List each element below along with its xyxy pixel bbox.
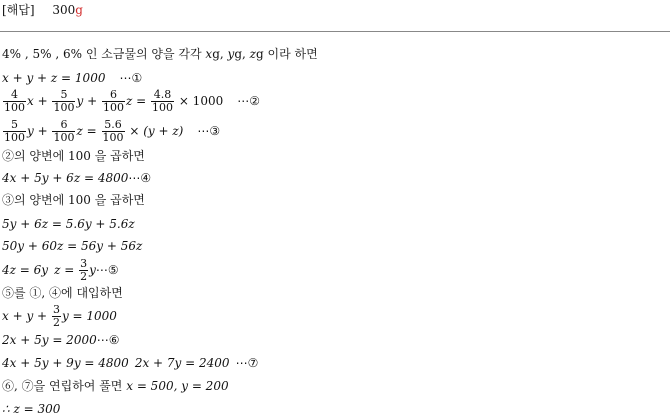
eq7-tag: ⋯⑤ <box>95 263 119 277</box>
answer-label: [해답] <box>2 3 35 17</box>
equation-1 <box>2 70 142 86</box>
equation-7 <box>2 255 119 285</box>
step-3: ⑤를 ①, ④에 대입하면 <box>2 286 123 300</box>
eq2-rest: × 1000 <box>178 94 224 108</box>
eq2-term-3: z = <box>125 94 147 108</box>
step-2: ③의 양변에 100 을 곱하면 <box>2 193 145 207</box>
equation-10 <box>2 355 258 371</box>
eq3-tag: ⋯③ <box>197 124 221 138</box>
final-result: ∴ z = 300 <box>2 402 61 416</box>
eq7-var: y <box>89 263 96 277</box>
eq7-left: 4z = 6y <box>2 263 49 277</box>
answer-value: 300 <box>52 3 76 17</box>
eq2-frac-4: $\frac{4.8}{100}$ <box>151 88 173 114</box>
eq2-frac-1: $\frac{4}{100}$ <box>4 88 25 114</box>
step4-text: ⑥, ⑦을 연립하여 풀면 <box>2 379 123 393</box>
eq10-expr-1: 4x + 5y + 9y = 4800 <box>2 356 129 370</box>
eq3-rest: × (y + z) <box>129 124 184 138</box>
eq4-tag: ⋯④ <box>128 171 152 185</box>
equation-3 <box>2 116 220 146</box>
eq8-left: x + y + <box>2 309 48 323</box>
eq8-right: y = 1000 <box>61 309 117 323</box>
eq3-term-2: z = <box>76 124 97 138</box>
intro-var-x: x <box>205 47 213 61</box>
eq7-mid: z = <box>54 263 75 277</box>
intro-unit-z: g <box>255 47 264 61</box>
eq2-term-1: x + <box>27 94 48 108</box>
eq2-frac-3: $\frac{6}{100}$ <box>102 88 124 114</box>
equation-9 <box>2 332 120 348</box>
equation-4 <box>2 170 151 186</box>
eq3-frac-1: $\frac{5}{100}$ <box>4 118 25 144</box>
eq1-tag: ⋯① <box>119 71 143 85</box>
answer-header <box>2 2 83 18</box>
eq2-tag: ⋯② <box>237 94 260 108</box>
step-1: ②의 양변에 100 을 곱하면 <box>2 149 145 163</box>
intro-var-y: y <box>227 47 235 61</box>
divider <box>0 31 670 32</box>
eq2-term-2: y + <box>76 94 98 108</box>
intro-text-after: 이라 하면 <box>267 47 318 61</box>
eq7-frac: $\frac{3}{2}$ <box>80 257 88 283</box>
step-4 <box>2 378 229 394</box>
intro-var-z: z <box>249 47 256 61</box>
eq3-frac-2: $\frac{6}{100}$ <box>53 118 75 144</box>
answer-unit: g <box>75 3 83 17</box>
eq4-expr: 4x + 5y + 6z = 4800 <box>2 171 129 185</box>
eq9-expr: 2x + 5y = 2000 <box>2 333 97 347</box>
eq10-expr-2: 2x + 7y = 2400 <box>134 356 230 370</box>
intro-unit-x: g <box>212 47 220 61</box>
eq1-expr: x + y + z = 1000 <box>2 71 106 85</box>
equation-6: 50y + 60z = 56y + 56z <box>2 239 143 253</box>
equation-5: 5y + 6z = 5.6y + 5.6z <box>2 217 135 231</box>
eq3-term-1: y + <box>27 124 48 138</box>
eq3-frac-3: $\frac{5.6}{100}$ <box>102 118 124 144</box>
eq8-frac: $\frac{3}{2}$ <box>52 303 60 329</box>
eq10-tag: ⋯⑦ <box>235 356 259 370</box>
equation-8 <box>2 301 117 331</box>
step4-result: x = 500, y = 200 <box>126 379 229 393</box>
eq2-frac-2: $\frac{5}{100}$ <box>53 88 75 114</box>
intro-unit-y: g <box>234 47 242 61</box>
equation-2 <box>2 86 260 116</box>
eq9-tag: ⋯⑥ <box>96 333 120 347</box>
intro-text: 4% , 5% , 6% 인 소금물의 양을 각각 <box>2 47 202 61</box>
intro-line: 4% , 5% , 6% 인 소금물의 양을 각각 xg, yg, zg 이라 하면 <box>2 47 318 61</box>
